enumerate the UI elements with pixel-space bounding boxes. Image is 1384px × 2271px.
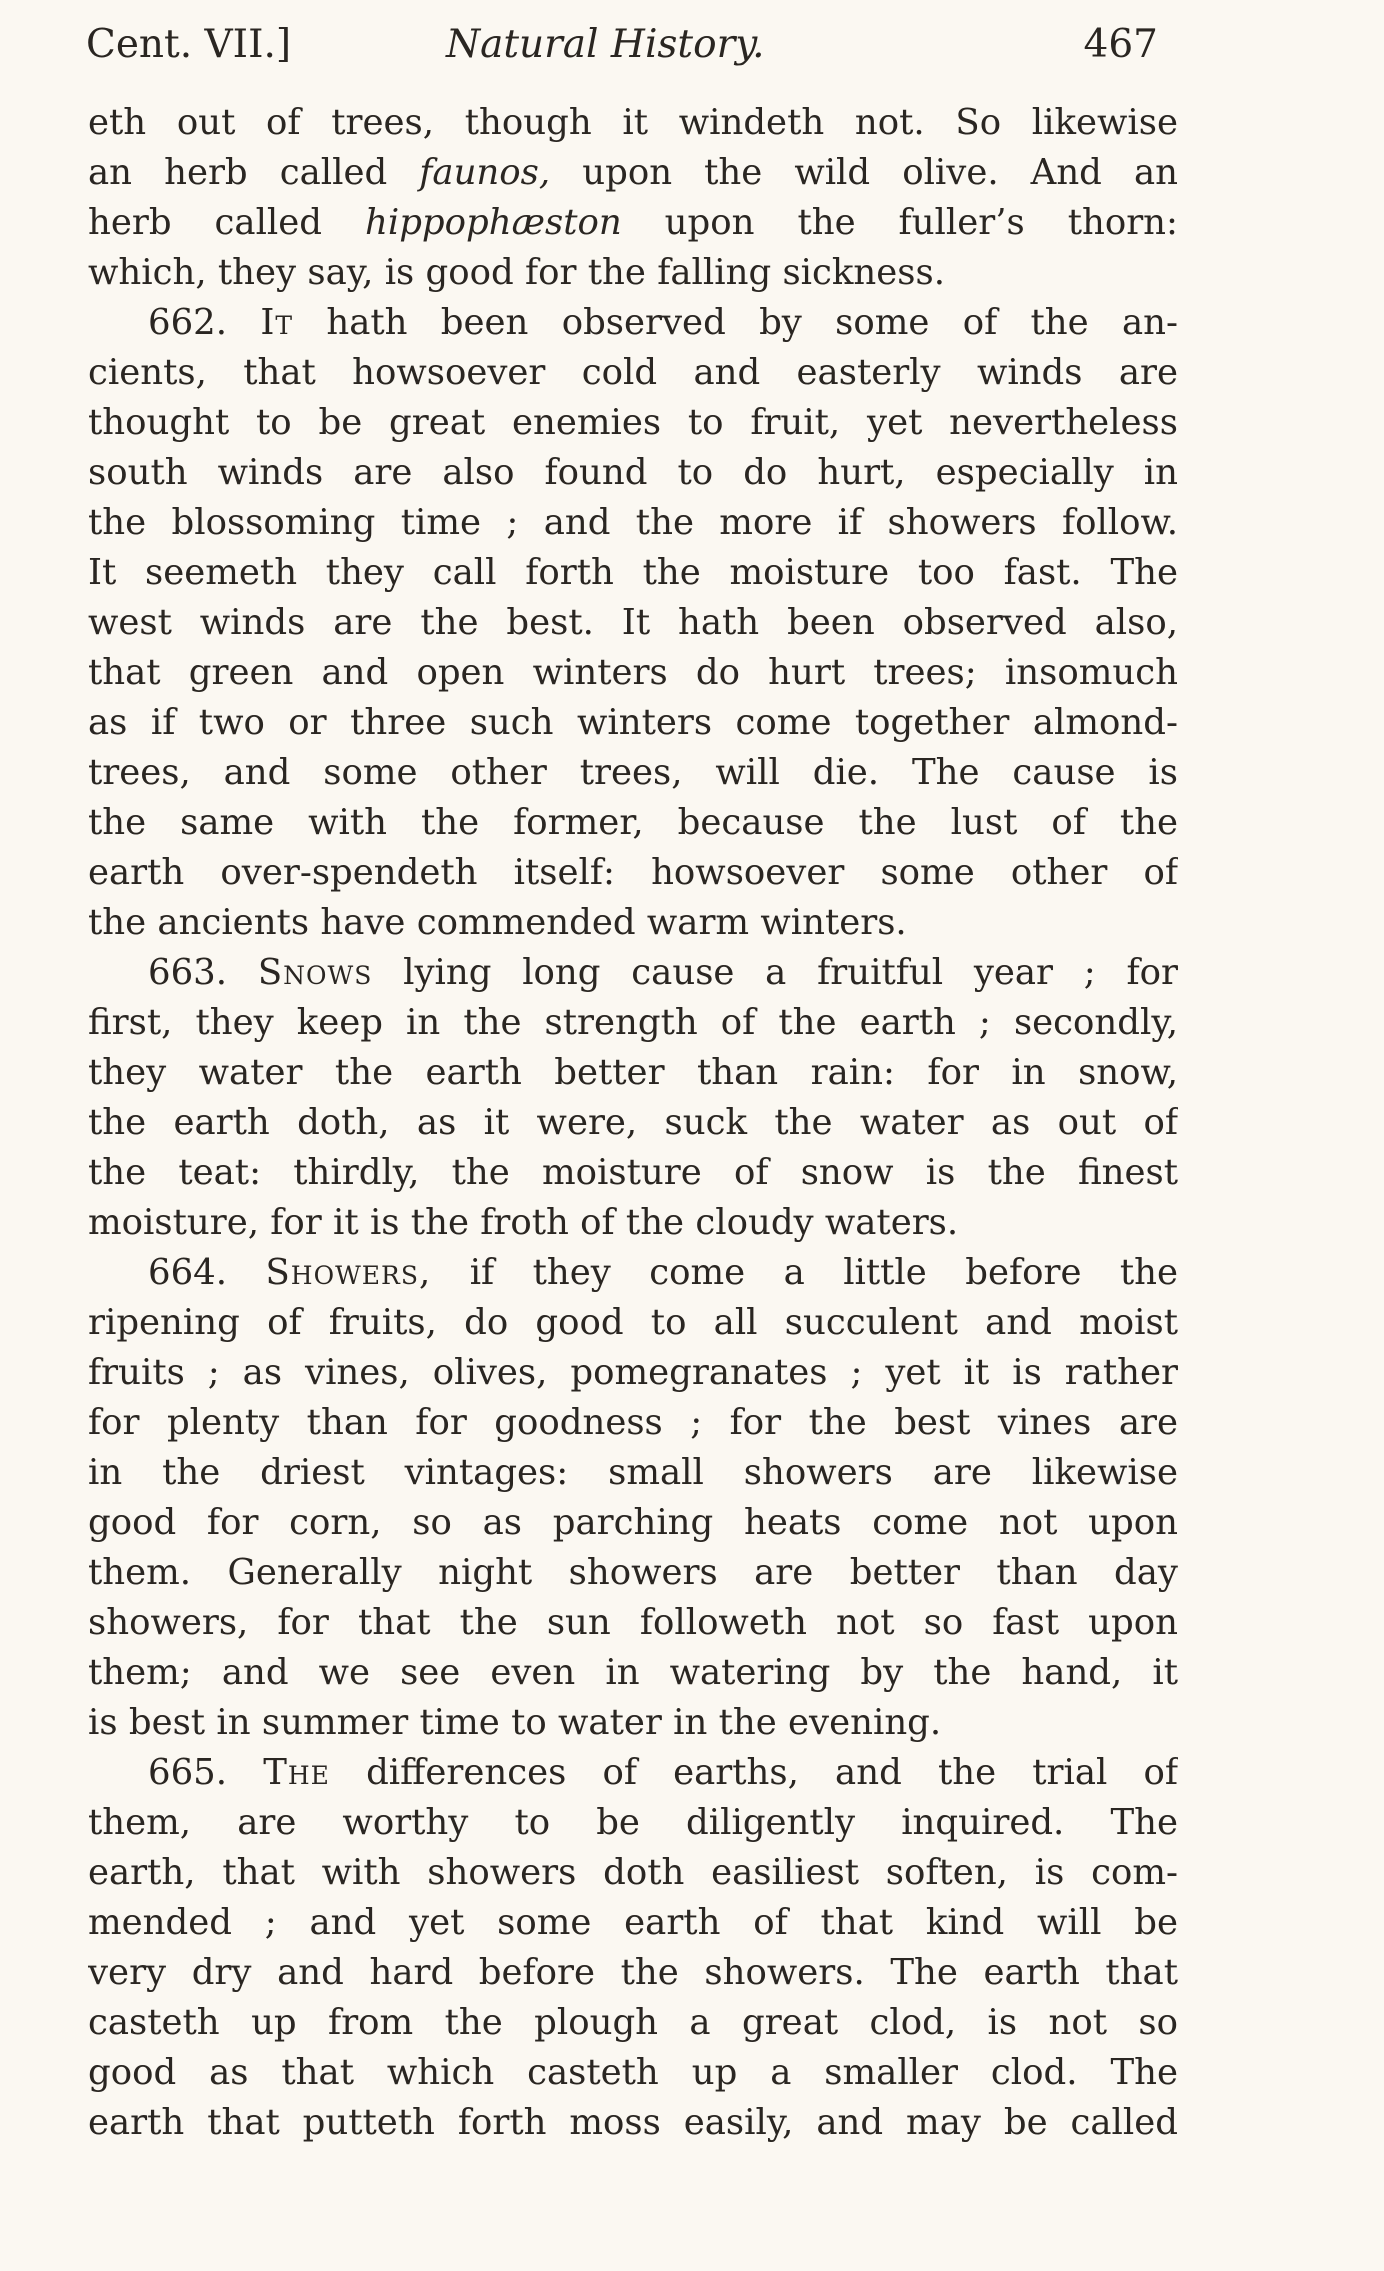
paragraph-start-line [88, 1248, 1178, 1298]
text-segment: the earth doth, as it were, suck the water as out of [88, 1102, 1178, 1143]
text-line [88, 1898, 1178, 1948]
text-segment: moisture, for it is the froth of the cloudy waters. [88, 1202, 959, 1243]
text-segment: as if two or three such winters come together almond- [88, 702, 1178, 743]
text-line [88, 2098, 1178, 2148]
text-line [88, 998, 1178, 1048]
text-line [88, 1148, 1178, 1198]
text-line [88, 348, 1178, 398]
text-segment: 663. [148, 952, 258, 993]
chapter-reference: Cent. VII.] [86, 22, 292, 67]
lead-word: It [260, 302, 294, 343]
italic-term: faunos, [419, 152, 551, 193]
lead-word: Showers, [265, 1252, 432, 1293]
text-line [88, 198, 1178, 248]
paragraph-start-line [88, 298, 1178, 348]
text-segment: an herb called [88, 152, 420, 193]
text-line [88, 1048, 1178, 1098]
paragraph-start-line [88, 1748, 1178, 1798]
text-segment: if they come a little before the [431, 1252, 1178, 1293]
text-line [88, 848, 1178, 898]
text-line [88, 1798, 1178, 1848]
text-segment: earth, that with showers doth easiliest soften, is com- [88, 1852, 1178, 1893]
text-line [88, 1998, 1178, 2048]
text-segment: 664. [148, 1252, 266, 1293]
text-segment: is best in summer time to water in the evening. [88, 1702, 942, 1743]
text-segment: ripening of fruits, do good to all succulent and moist [88, 1302, 1178, 1343]
text-line [88, 1698, 1178, 1748]
text-segment: in the driest vintages: small showers are likewise [88, 1452, 1178, 1493]
text-line [88, 1648, 1178, 1698]
text-segment: them, are worthy to be diligently inquired. The [88, 1802, 1178, 1843]
text-segment: the teat: thirdly, the moisture of snow is the finest [88, 1152, 1178, 1193]
italic-term: hippophæston [364, 202, 622, 243]
text-line [88, 1398, 1178, 1448]
text-segment: trees, and some other trees, will die. The cause is [88, 752, 1178, 793]
body-text [88, 98, 1178, 2148]
text-segment: fruits ; as vines, olives, pomegranates ; yet it is rather [88, 1352, 1178, 1393]
text-segment: them; and we see even in watering by the hand, it [88, 1652, 1178, 1693]
text-line [88, 2048, 1178, 2098]
text-line [88, 1548, 1178, 1598]
text-segment: It seemeth they call forth the moisture too fast. The [88, 552, 1178, 593]
text-segment: mended ; and yet some earth of that kind will be [88, 1902, 1178, 1943]
text-segment: upon the fuller’s thorn: [621, 202, 1178, 243]
text-line [88, 248, 1178, 298]
text-segment: which, they say, is good for the falling sickness. [88, 252, 946, 293]
text-segment: good for corn, so as parching heats come not upon [88, 1502, 1178, 1543]
text-segment: casteth up from the plough a great clod, is not so [88, 2002, 1178, 2043]
text-segment: the blossoming time ; and the more if showers follow. [88, 502, 1178, 543]
text-line [88, 98, 1178, 148]
text-segment: that green and open winters do hurt trees; insomuch [88, 652, 1178, 693]
text-line [88, 1848, 1178, 1898]
text-segment: showers, for that the sun followeth not so fast upon [88, 1602, 1178, 1643]
text-line [88, 1348, 1178, 1398]
text-segment: for plenty than for goodness ; for the best vines are [88, 1402, 1178, 1443]
text-line [88, 1298, 1178, 1348]
text-segment: south winds are also found to do hurt, especially in [88, 452, 1178, 493]
text-segment: good as that which casteth up a smaller clod. The [88, 2052, 1178, 2093]
text-line [88, 1198, 1178, 1248]
text-segment: earth that putteth forth moss easily, and may be called [88, 2102, 1178, 2143]
text-line [88, 548, 1178, 598]
running-header [86, 22, 1158, 82]
text-segment: very dry and hard before the showers. The earth that [88, 1952, 1178, 1993]
text-segment: they water the earth better than rain: for in snow, [88, 1052, 1178, 1093]
text-segment: differences of earths, and the trial of [329, 1752, 1178, 1793]
text-segment: eth out of trees, though it windeth not. So likewise [88, 102, 1178, 143]
text-segment: lying long cause a fruitful year ; for [372, 952, 1178, 993]
text-line [88, 1598, 1178, 1648]
text-line [88, 1448, 1178, 1498]
text-line [88, 648, 1178, 698]
text-segment: thought to be great enemies to fruit, yet nevertheless [88, 402, 1178, 443]
text-segment: west winds are the best. It hath been observed also, [88, 602, 1178, 643]
text-segment: them. Generally night showers are better than day [88, 1552, 1178, 1593]
text-segment: cients, that howsoever cold and easterly winds are [88, 352, 1178, 393]
text-line [88, 598, 1178, 648]
text-segment: 665. [148, 1752, 264, 1793]
running-title: Natural History. [446, 22, 765, 67]
text-segment: the ancients have commended warm winters. [88, 902, 907, 943]
text-line [88, 798, 1178, 848]
text-line [88, 398, 1178, 448]
text-line [88, 748, 1178, 798]
text-segment: first, they keep in the strength of the earth ; secondly, [88, 1002, 1178, 1043]
text-line [88, 448, 1178, 498]
text-line [88, 1948, 1178, 1998]
text-segment: hath been observed by some of the an- [293, 302, 1178, 343]
text-segment: 662. [148, 302, 261, 343]
paragraph-start-line [88, 948, 1178, 998]
text-segment: herb called [88, 202, 365, 243]
text-segment: upon the wild olive. And an [550, 152, 1178, 193]
lead-word: The [263, 1752, 330, 1793]
text-line [88, 1498, 1178, 1548]
lead-word: Snows [257, 952, 373, 993]
text-segment: the same with the former, because the lust of the [88, 802, 1178, 843]
text-line [88, 1098, 1178, 1148]
text-line [88, 898, 1178, 948]
text-segment: earth over-spendeth itself: howsoever some other of [88, 852, 1178, 893]
page-number: 467 [1083, 22, 1158, 67]
text-line [88, 698, 1178, 748]
text-line [88, 498, 1178, 548]
text-line [88, 148, 1178, 198]
